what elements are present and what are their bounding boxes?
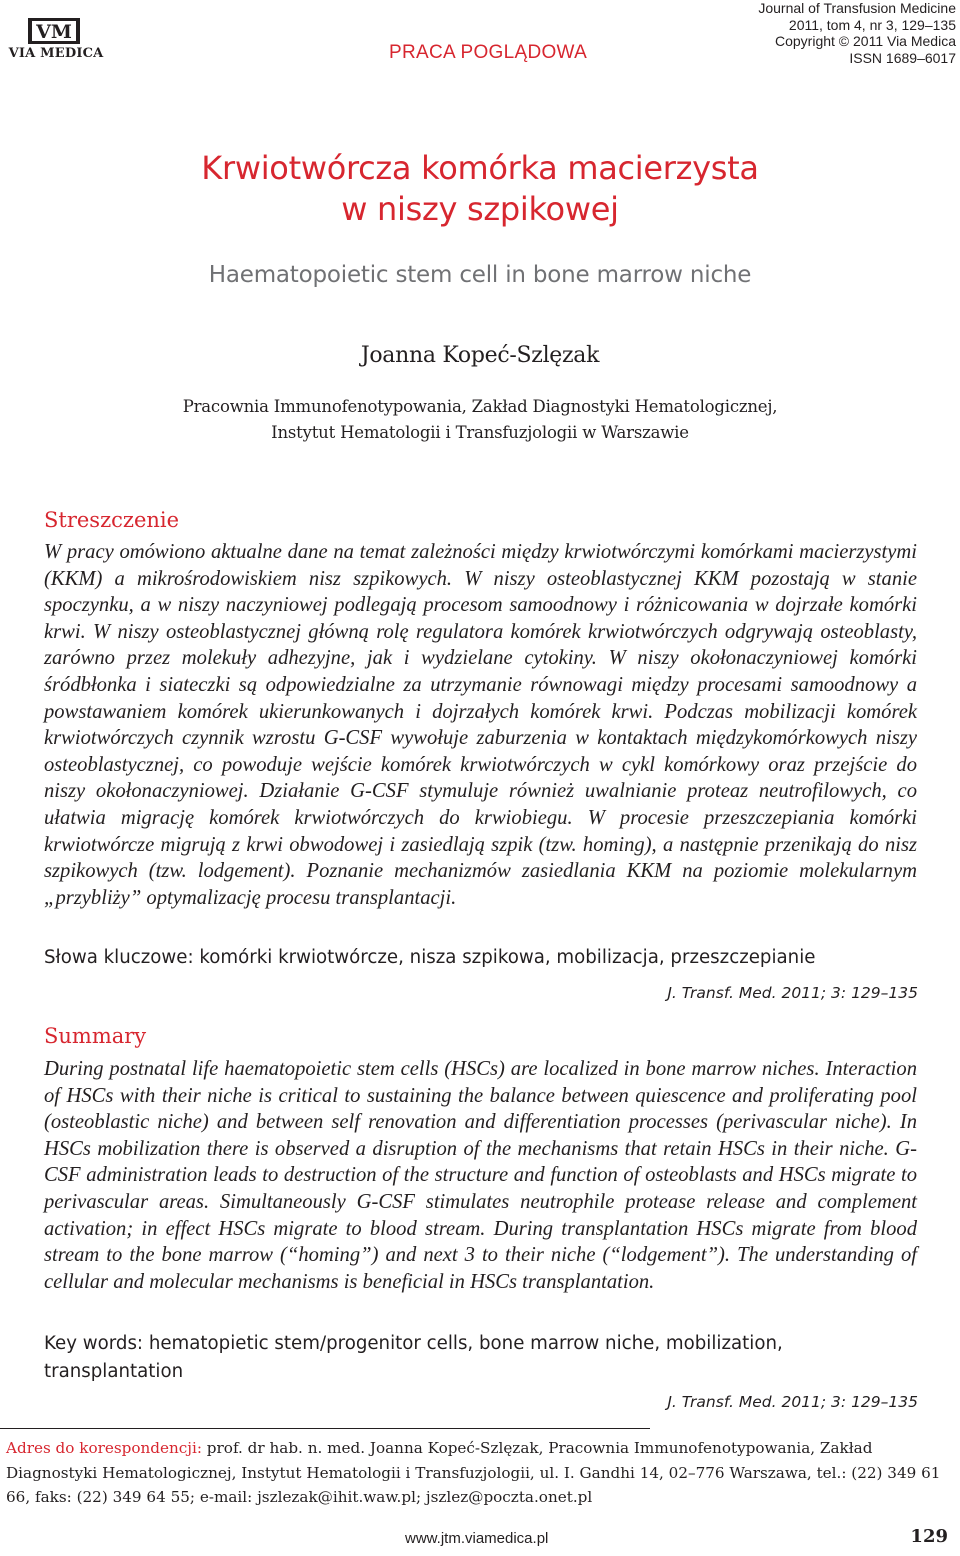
author-affiliation bbox=[0, 394, 960, 446]
streszczenie-body: W pracy omówiono aktualne dane na temat zależności między krwiotwórczymi komórkami macierzystymi (KKM) a mikrośrodowiskiem nisz szpikowych. W niszy osteoblastycznej KKM pozostają w stanie spoczynku, a w niszy naczyniowej podlegają procesom samoodnowy i różnicowania w dojrzałe komórki krwi. W niszy osteoblastycznej główną rolę regulatora komórek krwiotwórczych odgrywają osteoblasty, zarówno przez molekuły adhezyjne, jak i wydzielane cytokiny. W niszy okołonaczyniowej komórki śródbłonka i siateczki są odpowiedzialne za utrzymanie równowagi między procesami samoodnowy a powstawaniem komórek ukierunkowanych i dojrzałych komórek krwi. Podczas mobilizacji komórek krwiotwórczych czynnik wzrostu G-CSF wywołuje zaburzenia w kontaktach międzykomórkowych niszy osteoblastycznej, co powoduje wejście komórek krwiotwórczych w cykl komórkowy oraz przejście do niszy okołonaczyniowej. Działanie G-CSF stymuluje również uwalnianie proteaz neutrofilowych, co ułatwia migrację komórek krwiotwórczych do krwiobiegu. W procesie przeszczepiania komórki krwiotwórcze migrują z krwi obwodowej i zasiedlają szpik (tzw. homing), a następnie przenikają do nisz szpikowych (tzw. lodgement). Poznanie mechanizmów zasiedlania KKM na poziomie molekularnym „przybliży” optymalizację procesu transplantacji. bbox=[44, 541, 917, 909]
affiliation-line-1: Pracownia Immunofenotypowania, Zakład Diagnostyki Hematologicznej, bbox=[182, 397, 778, 416]
journal-issn: ISSN 1689–6017 bbox=[849, 49, 956, 66]
via-medica-logo bbox=[6, 16, 102, 66]
correspondence-address bbox=[6, 1436, 946, 1510]
summary-body: During postnatal life haematopoietic stem cells (HSCs) are localized in bone marrow niches. Interaction of HSCs with their niche is critical to sustaining the balance between quiescence and proliferating pool (osteoblastic niche) and between self renovation and differentiation processes (perivascular niche). In HSCs mobilization there is observed a disruption of the mechanisms that retain HSCs in their niche. G-CSF administration leads to destruction of the structure and function of osteoblasts and HSCs migrate to perivascular areas. Simultaneously G-CSF stimulates neutrophile protease release and complement activation; in effect HSCs migrate to blood stream. During transplantation HSCs migrate from blood stream to the bone marrow (“homing”) and next 3 to their niche (“lodgement”). The understanding of cellular and molecular mechanisms is beneficial in HSCs transplantation. bbox=[44, 1058, 917, 1293]
journal-copyright: Copyright © 2011 Via Medica bbox=[774, 33, 956, 49]
correspondence-text: prof. dr hab. n. med. Joanna Kopeć-Szlęzak, Pracownia Immunofenotypowania, Zakład Diagnostyki Hematologicznej, Instytut Hematologii i Transfuzjologii, ul. I. Gandhi 14, 02–776 Warszawa, tel.: (22) 349 61 66, faks: (22) 349 64 55; e-mail: jszlezak@ihit.waw.pl; jszlez@poczta.onet.pl bbox=[6, 1439, 941, 1506]
logo-mark-letters: VM bbox=[36, 21, 72, 43]
journal-url[interactable]: www.jtm.viamedica.pl bbox=[405, 1530, 549, 1547]
journal-info bbox=[758, 0, 956, 66]
title-line-1: Krwiotwórcza komórka macierzysta bbox=[201, 149, 759, 187]
summary-heading: Summary bbox=[44, 1024, 147, 1048]
article-title bbox=[0, 148, 960, 230]
article-subtitle: Haematopoietic stem cell in bone marrow niche bbox=[208, 262, 752, 288]
streszczenie-heading: Streszczenie bbox=[44, 508, 180, 532]
title-line-2: w niszy szpikowej bbox=[341, 190, 619, 228]
section-type-label: PRACA POGLĄDOWA bbox=[389, 42, 588, 63]
publisher-name: VIA MEDICA bbox=[8, 46, 104, 61]
citation-en: J. Transf. Med. 2011; 3: 129–135 bbox=[667, 1393, 918, 1411]
footnote-divider bbox=[0, 1428, 650, 1429]
journal-volume: 2011, tom 4, nr 3, 129–135 bbox=[788, 16, 956, 33]
correspondence-label: Adres do korespondencji: bbox=[6, 1439, 202, 1457]
citation-pl: J. Transf. Med. 2011; 3: 129–135 bbox=[667, 984, 918, 1002]
author-name: Joanna Kopeć-Szlęzak bbox=[360, 343, 600, 368]
page-number: 129 bbox=[910, 1526, 948, 1547]
journal-name: Journal of Transfusion Medicine bbox=[758, 0, 956, 16]
affiliation-line-2: Instytut Hematologii i Transfuzjologii w Warszawie bbox=[271, 423, 689, 442]
slowa-kluczowe: Słowa kluczowe: komórki krwiotwórcze, nisza szpikowa, mobilizacja, przeszczepianie bbox=[44, 947, 816, 968]
key-words: Key words: hematopietic stem/progenitor cells, bone marrow niche, mobilization, transplantation bbox=[44, 1333, 783, 1382]
vm-logo-icon bbox=[28, 16, 84, 48]
